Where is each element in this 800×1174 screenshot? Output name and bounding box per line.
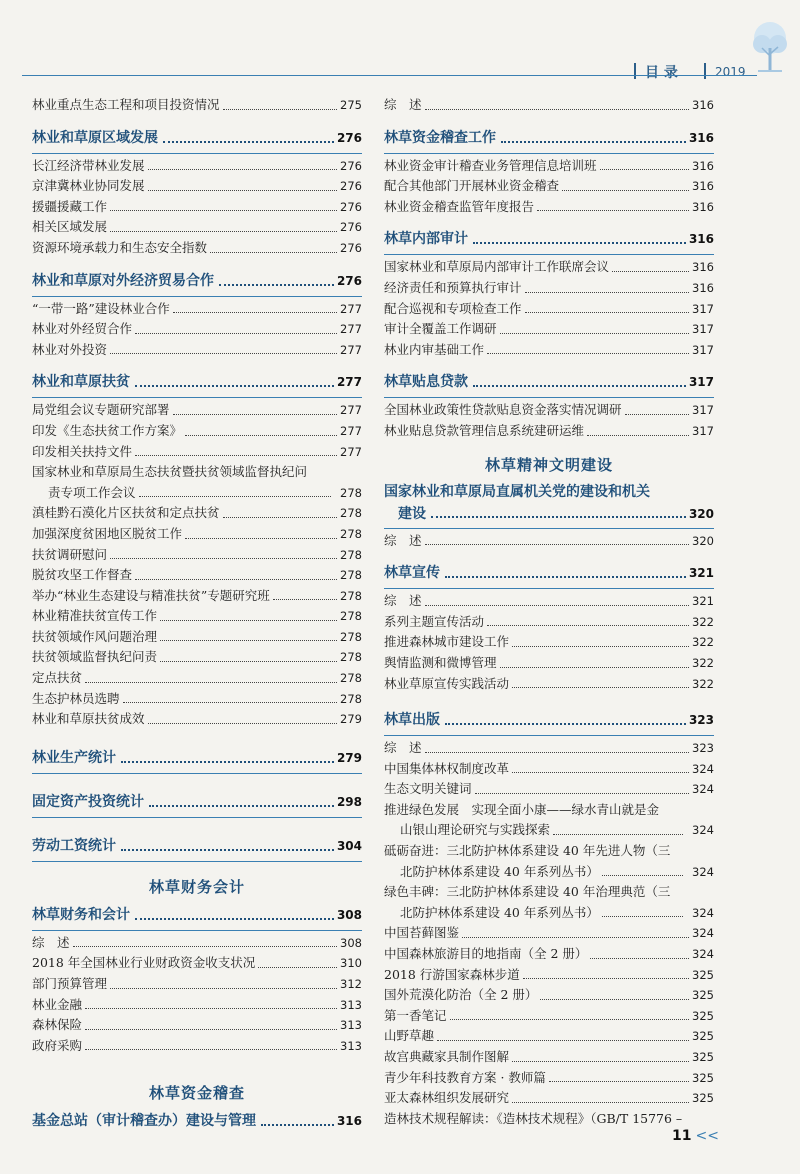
toc-section-heading[interactable]: 国家林业和草原局直属机关党的建设和机关 建设 320 (384, 483, 714, 522)
toc-entry[interactable]: 扶贫调研慰问 278 (32, 546, 362, 562)
header-title: 目 录 (645, 65, 678, 81)
toc-entry[interactable]: 亚太森林组织发展研究 325 (384, 1090, 714, 1106)
toc-entry[interactable]: 滇桂黔石漠化片区扶贫和定点扶贫 278 (32, 505, 362, 521)
header-year: 2019 (715, 65, 746, 79)
toc-entry[interactable]: “一带一路”建设林业合作 277 (32, 300, 362, 316)
toc-section-heading[interactable]: 林业和草原区域发展 276 (32, 129, 362, 146)
toc-section-heading[interactable]: 林业和草原扶贫 277 (32, 374, 362, 391)
toc-entry[interactable]: 舆情监测和微博管理 322 (384, 654, 714, 670)
toc-section-heading[interactable]: 林草出版 323 (384, 712, 714, 729)
toc-entry[interactable]: 配合其他部门开展林业资金稽查 316 (384, 178, 714, 194)
toc-entry[interactable]: 长江经济带林业发展 276 (32, 157, 362, 173)
toc-section-heading[interactable]: 固定资产投资统计 298 (32, 793, 362, 810)
toc-entry[interactable]: 综 述 321 (384, 593, 714, 609)
toc-section-heading[interactable]: 林草财务和会计 308 (32, 906, 362, 923)
toc-entry-multiline[interactable]: 砥砺奋进：三北防护林体系建设 40 年先进人物（三 北防护林体系建设 40 年系列丛书） 324 (384, 843, 714, 879)
toc-entry[interactable]: 中国森林旅游目的地指南（全 2 册） 324 (384, 946, 714, 962)
toc-entry[interactable]: 经济责任和预算执行审计 316 (384, 279, 714, 295)
toc-entry[interactable]: 生态文明关键词 324 (384, 781, 714, 797)
toc-entry[interactable]: 中国苔藓图鉴 324 (384, 925, 714, 941)
toc-left-column (32, 95, 362, 1133)
toc-entry[interactable]: 林业内审基础工作 317 (384, 341, 714, 357)
toc-entry[interactable]: 中国集体林权制度改革 324 (384, 760, 714, 776)
toc-section-heading[interactable]: 林草资金稽查工作 316 (384, 129, 714, 146)
page-header (0, 0, 800, 80)
toc-entry[interactable]: 部门预算管理 312 (32, 976, 362, 992)
toc-entry[interactable]: 林业草原宣传实践活动 322 (384, 675, 714, 691)
toc-entry[interactable]: 林业金融 313 (32, 996, 362, 1012)
toc-section-heading[interactable]: 林草内部审计 316 (384, 231, 714, 248)
toc-section-heading[interactable]: 林草宣传 321 (384, 565, 714, 582)
toc-entry[interactable]: 第一香笔记 325 (384, 1007, 714, 1023)
toc-entry[interactable]: 综 述 308 (32, 934, 362, 950)
toc-entry[interactable]: 林业资金稽查监管年度报告 316 (384, 198, 714, 214)
toc-entry[interactable]: 脱贫攻坚工作督查 278 (32, 567, 362, 583)
toc-entry[interactable]: 局党组会议专题研究部署 277 (32, 402, 362, 418)
toc-chapter-title[interactable]: 林草资金稽查 (148, 1084, 245, 1103)
toc-entry[interactable]: 政府采购 313 (32, 1037, 362, 1053)
toc-entry[interactable]: 配合巡视和专项检查工作 317 (384, 300, 714, 316)
toc-entry[interactable]: 资源环境承载力和生态安全指数 276 (32, 239, 362, 255)
toc-entry[interactable]: 综 述 323 (384, 740, 714, 756)
toc-entry[interactable]: 扶贫领域监督执纪问责 278 (32, 649, 362, 665)
toc-entry[interactable]: 定点扶贫 278 (32, 670, 362, 686)
toc-section-heading[interactable]: 基金总站（审计稽查办）建设与管理 316 (32, 1113, 362, 1130)
toc-entry[interactable]: 林业精准扶贫宣传工作 278 (32, 608, 362, 624)
toc-entry[interactable]: 林业贴息贷款管理信息系统建研运维 317 (384, 422, 714, 438)
toc-entry[interactable]: 生态护林员选聘 278 (32, 690, 362, 706)
toc-entry[interactable]: 林业重点生态工程和项目投资情况 275 (32, 97, 362, 112)
toc-chapter-title[interactable]: 林草财务会计 (148, 877, 245, 896)
header-divider (704, 63, 706, 79)
toc-entry[interactable]: 林业对外投资 277 (32, 341, 362, 357)
toc-entry[interactable]: 林业和草原扶贫成效 279 (32, 711, 362, 727)
toc-entry[interactable]: 援疆援藏工作 276 (32, 198, 362, 214)
toc-section-heading[interactable]: 林业生产统计 279 (32, 749, 362, 766)
header-divider (634, 63, 636, 79)
toc-entry[interactable]: 加强深度贫困地区脱贫工作 278 (32, 525, 362, 541)
toc-entry[interactable]: 林业资金审计稽查业务管理信息培训班 316 (384, 157, 714, 173)
chevron-left-icon: << (695, 1128, 719, 1144)
toc-entry[interactable]: 青少年科技教育方案 · 教师篇 325 (384, 1069, 714, 1085)
toc-entry[interactable]: 审计全覆盖工作调研 317 (384, 321, 714, 337)
toc-section-heading[interactable]: 林草贴息贷款 317 (384, 374, 714, 391)
toc-entry[interactable]: 造林技术规程解读：《造林技术规程》（GB/T 15776 – (384, 1110, 683, 1126)
tree-icon (748, 20, 792, 78)
toc-section-heading[interactable]: 劳动工资统计 304 (32, 837, 362, 854)
toc-entry[interactable]: 扶贫领域作风问题治理 278 (32, 628, 362, 644)
toc-chapter-title[interactable]: 林草精神文明建设 (484, 455, 613, 474)
toc-entry-multiline[interactable]: 绿色丰碑：三北防护林体系建设 40 年治理典范（三 北防护林体系建设 40 年系列丛书） 324 (384, 884, 714, 920)
toc-entry[interactable]: 全国林业政策性贷款贴息资金落实情况调研 317 (384, 402, 714, 418)
toc-entry[interactable]: 林业对外经贸合作 277 (32, 321, 362, 337)
toc-entry[interactable]: 综 述 316 (384, 97, 714, 112)
toc-entry[interactable]: 故宫典藏家具制作图解 325 (384, 1049, 714, 1064)
toc-entry[interactable]: 国家林业和草原局内部审计工作联席会议 316 (384, 259, 714, 275)
toc-entry-multiline[interactable]: 国家林业和草原局生态扶贫暨扶贫领域监督执纪问 责专项工作会议 278 (32, 464, 362, 500)
toc-entry[interactable]: 综 述 320 (384, 532, 714, 548)
toc-entry[interactable]: 举办“林业生态建设与精准扶贫”专题研究班 278 (32, 587, 362, 603)
toc-entry[interactable]: 相关区域发展 276 (32, 219, 362, 235)
toc-entry[interactable]: 2018 年全国林业行业财政资金收支状况 310 (32, 955, 362, 971)
toc-entry[interactable]: 印发相关扶持文件 277 (32, 443, 362, 459)
page-number: 11 << (672, 1128, 719, 1144)
toc-entry[interactable]: 国外荒漠化防治（全 2 册） 325 (384, 987, 714, 1003)
toc-section-heading[interactable]: 林业和草原对外经济贸易合作 276 (32, 272, 362, 289)
toc-entry[interactable]: 山野草趣 325 (384, 1028, 714, 1044)
toc-entry[interactable]: 推进森林城市建设工作 322 (384, 634, 714, 650)
toc-entry[interactable]: 印发《生态扶贫工作方案》 277 (32, 422, 362, 438)
toc-entry[interactable]: 系列主题宣传活动 322 (384, 613, 714, 629)
header-rule (22, 75, 757, 76)
toc-entry[interactable]: 2018 行游国家森林步道 325 (384, 966, 714, 982)
toc-entry[interactable]: 京津冀林业协同发展 276 (32, 178, 362, 194)
toc-entry-multiline[interactable]: 推进绿色发展 实现全面小康——绿水青山就是金 山银山理论研究与实践探索 324 (384, 801, 714, 838)
toc-right-column (384, 95, 714, 1129)
toc-entry[interactable]: 森林保险 313 (32, 1017, 362, 1033)
